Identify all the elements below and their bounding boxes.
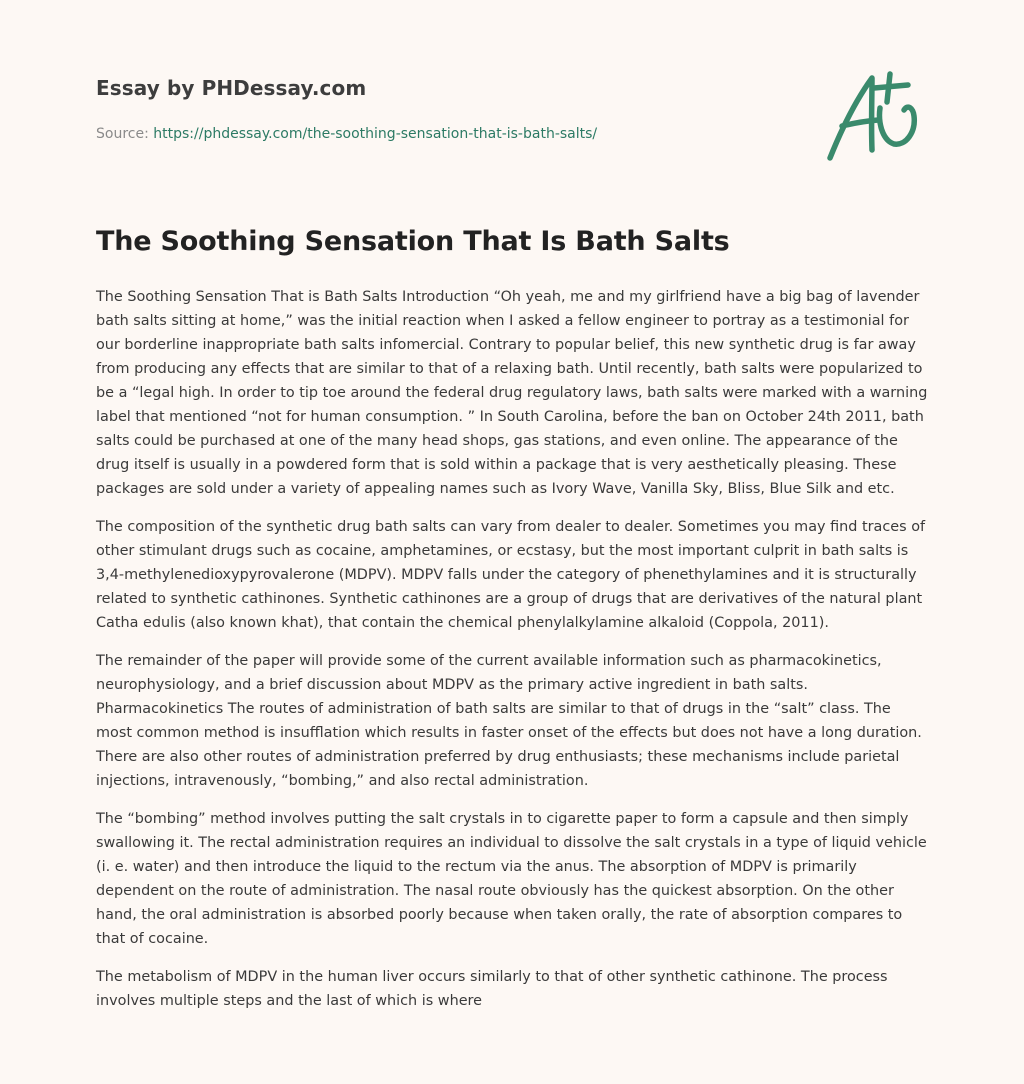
essay-body [96, 285, 928, 1027]
source-label: Source: [96, 126, 149, 142]
essay-paragraph: The “bombing” method involves putting the salt crystals in to cigarette paper to form a capsule and then simply swallowing it. The rectal administration requires an individual to dissolve the salt crystals in a type of liquid vehicle (i. e. water) and then introduce the liquid to the rectum via the anus. The absorption of MDPV is primarily dependent on the route of administration. The nasal route obviously has the quickest absorption. On the other hand, the oral administration is absorbed poorly because when taken orally, the rate of absorption compares to that of cocaine. [96, 811, 927, 947]
essay-paragraph: The Soothing Sensation That is Bath Salts Introduction “Oh yeah, me and my girlfriend have a big bag of lavender bath salts sitting at home,” was the initial reaction when I asked a fellow engineer to portray as a testimonial for our borderline inappropriate bath salts infomercial. Contrary to popular belief, this new synthetic drug is far away from producing any effects that are similar to that of a relaxing bath. Until recently, bath salts were popularized to be a “legal high. In order to tip toe around the federal drug regulatory laws, bath salts were marked with a warning label that mentioned “not for human consumption. ” In South Carolina, before the ban on October 24th 2011, bath salts could be purchased at one of the many head shops, gas stations, and even online. The appearance of the drug itself is usually in a powdered form that is sold within a package that is very aesthetically pleasing. These packages are sold under a variety of appealing names such as Ivory Wave, Vanilla Sky, Bliss, Blue Silk and etc. [96, 289, 928, 497]
a-plus-logo-icon [822, 66, 928, 166]
site-brand: Essay by PHDessay.com [96, 76, 367, 100]
essay-paragraph: The metabolism of MDPV in the human liver occurs similarly to that of other synthetic cathinone. The process involves multiple steps and the last of which is where [96, 969, 888, 1009]
essay-paragraph: The composition of the synthetic drug bath salts can vary from dealer to dealer. Sometimes you may find traces of other stimulant drugs such as cocaine, amphetamines, or ecstasy, but the most important culprit in bath salts is 3,4-methylenedioxypyrovalerone (MDPV). MDPV falls under the category of phenethylamines and it is structurally related to synthetic cathinones. Synthetic cathinones are a group of drugs that are derivatives of the natural plant Catha edulis (also known khat), that contain the chemical phenylalkylamine alkaloid (Coppola, 2011). [96, 519, 926, 631]
essay-paragraph: The remainder of the paper will provide some of the current available information such as pharmacokinetics, neurophysiology, and a brief discussion about MDPV as the primary active ingredient in bath salts. Pharmacokinetics The routes of administration of bath salts are similar to that of drugs in the “salt” class. The most common method is insufflation which results in faster onset of the effects but does not have a long duration. There are also other routes of administration preferred by drug enthusiasts; these mechanisms include parietal injections, intravenously, “bombing,” and also rectal administration. [96, 653, 922, 789]
site-header [96, 76, 796, 142]
source-link[interactable]: https://phdessay.com/the-soothing-sensation-that-is-bath-salts/ [153, 126, 598, 142]
essay-title: The Soothing Sensation That Is Bath Salts [96, 226, 730, 257]
source-line [96, 126, 796, 142]
